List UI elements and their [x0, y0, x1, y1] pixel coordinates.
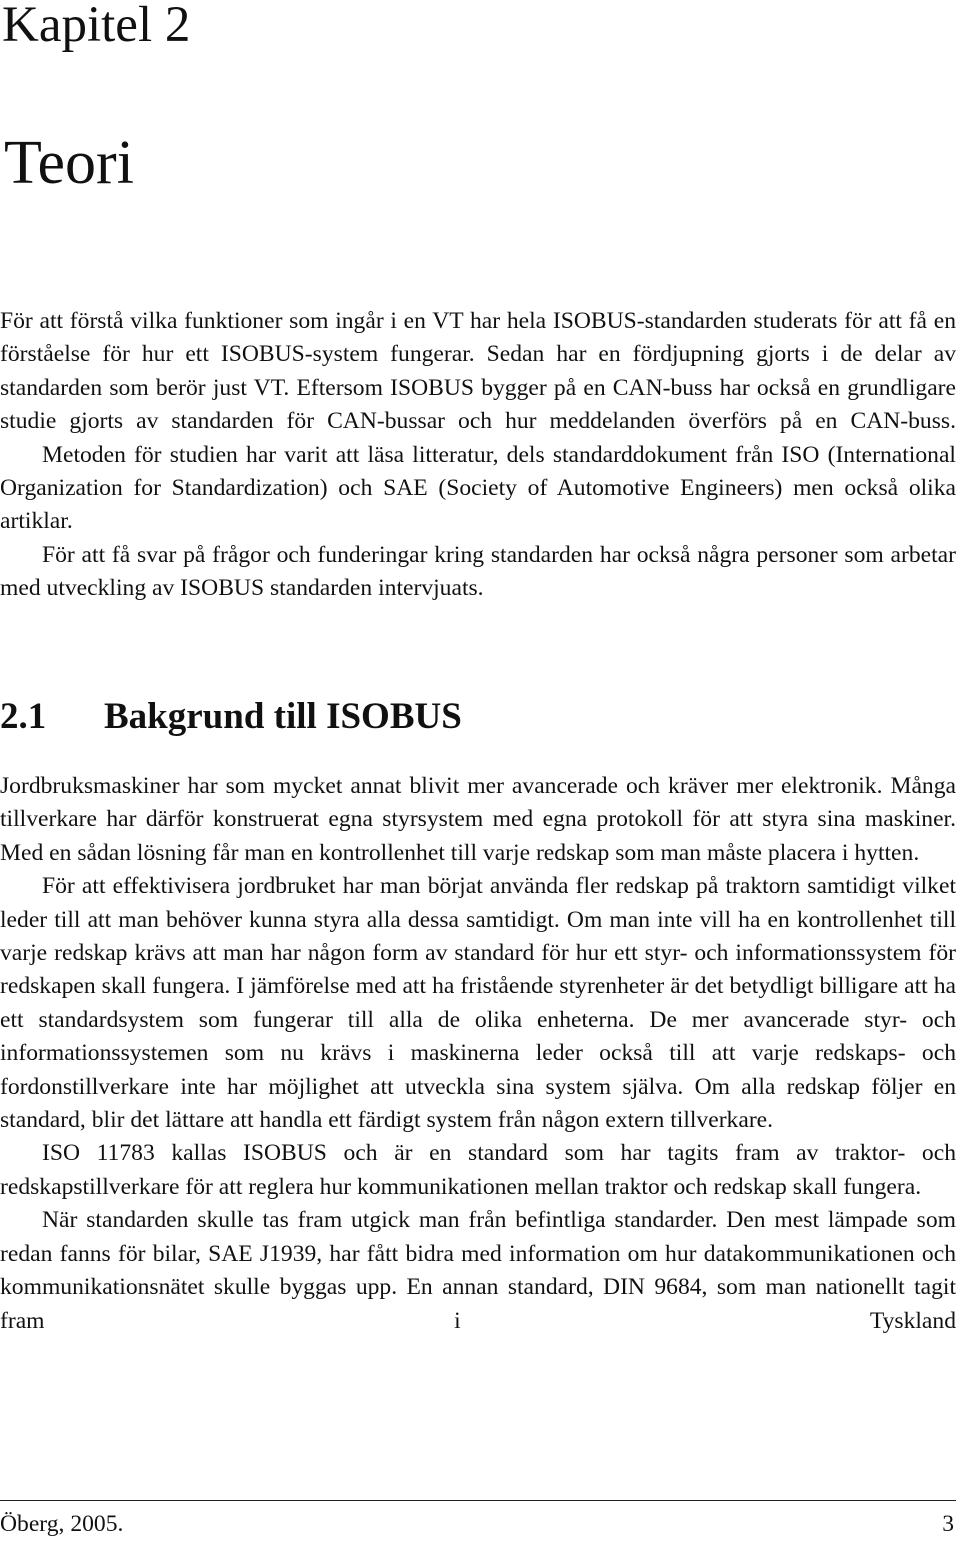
paragraph: För att förstå vilka funktioner som ingår i en VT har hela ISOBUS-standarden studerats för att få en förståelse för hur ett ISOBUS-system fungerar. Sedan har en fördjupning gjorts i de delar av standarden som berör just VT. Eftersom ISOBUS bygger på en CAN-buss har också en grundligare studie gjorts av standarden för CAN-bussar och hur meddelanden överförs på en CAN-buss.: [0, 308, 956, 435]
section-title: Bakgrund till ISOBUS: [104, 696, 462, 737]
section-heading: [0, 693, 462, 741]
intro-text: [0, 305, 956, 606]
footer-author-year: Öberg, 2005.: [0, 1511, 124, 1537]
section-number: 2.1: [0, 696, 47, 737]
paragraph: ISO 11783 kallas ISOBUS och är en standard som har tagits fram av traktor- och redskapstillverkare för att reglera hur kommunikationen mellan traktor och redskap skall fungera.: [0, 1140, 956, 1200]
chapter-title: Teori: [4, 129, 134, 197]
paragraph: Jordbruksmaskiner har som mycket annat blivit mer avancerade och kräver mer elektronik. Många tillverkare har därför konstruerat egna styrsystem med egna protokoll för att styra sina maskiner. Med en sådan lösning får man en kontrollenhet till varje redskap som man måste placera i hytten.: [0, 773, 956, 866]
footer-page-number: 3: [942, 1511, 954, 1537]
paragraph: För att få svar på frågor och funderingar kring standarden har också några personer som arbetar med utveckling av ISOBUS standarden intervjuats.: [0, 541, 956, 602]
paragraph: När standarden skulle tas fram utgick man från befintliga standarder. Den mest lämpade som redan fanns för bilar, SAE J1939, har fått bidra med information om hur datakommunikationen och kommunikationsnätet skulle byggas upp. En annan standard, DIN 9684, som man nationellt tagit fram i Tyskland: [0, 1207, 956, 1334]
chapter-label: Kapitel 2: [2, 0, 191, 53]
footer-rule: [0, 1500, 956, 1501]
section-text: [0, 770, 956, 1338]
paragraph: Metoden för studien har varit att läsa litteratur, dels standarddokument från ISO (International Organization for Standardization) och SAE (Society of Automotive Engineers) men också olika artiklar.: [0, 441, 956, 535]
paragraph: För att effektivisera jordbruket har man börjat använda fler redskap på traktorn samtidigt vilket leder till att man behöver kunna styra alla dessa samtidigt. Om man inte vill ha en kontrollenhet till varje redskap krävs att man har någon form av standard för hur ett styr- och informationssystem för redskapen skall fungera. I jämförelse med att ha fristående styrenheter är det betydligt billigare att ha ett standardsystem som fungerar till alla de olika enheterna. De mer avancerade styr- och informationssystemen som nu krävs i maskinerna leder också till att varje redskaps- och fordonstillverkare inte har möjlighet att utveckla sina system själva. Om alla redskap följer en standard, blir det lättare att handla ett färdigt system från någon extern tillverkare.: [0, 873, 956, 1134]
